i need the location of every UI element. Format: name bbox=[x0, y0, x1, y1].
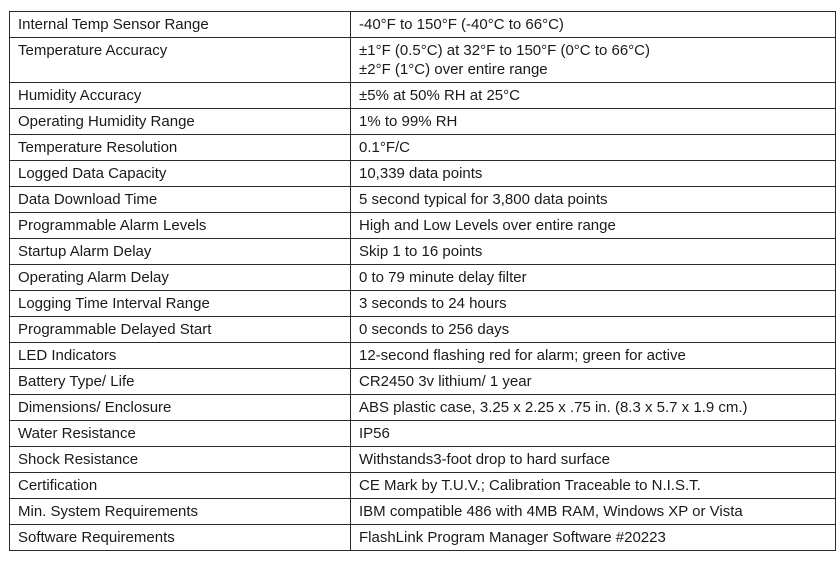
spec-value-line: Skip 1 to 16 points bbox=[359, 243, 483, 260]
table-row bbox=[10, 447, 836, 473]
table-row bbox=[10, 135, 836, 161]
spec-value-line: 1% to 99% RH bbox=[359, 113, 458, 130]
spec-value-line: CE Mark by T.U.V.; Calibration Traceable to N.I.S.T. bbox=[359, 477, 701, 494]
spec-value-line: 0 to 79 minute delay filter bbox=[359, 269, 527, 286]
spec-value bbox=[351, 109, 836, 135]
spec-label: Data Download Time bbox=[10, 187, 351, 213]
spec-value bbox=[351, 135, 836, 161]
table-row bbox=[10, 213, 836, 239]
spec-value-line: CR2450 3v lithium/ 1 year bbox=[359, 373, 532, 390]
table-row bbox=[10, 343, 836, 369]
table-row bbox=[10, 109, 836, 135]
spec-value-line: High and Low Levels over entire range bbox=[359, 217, 616, 234]
spec-label: Programmable Alarm Levels bbox=[10, 213, 351, 239]
spec-label: Software Requirements bbox=[10, 525, 351, 551]
spec-value-line: ±5% at 50% RH at 25°C bbox=[359, 87, 520, 104]
spec-label: Temperature Resolution bbox=[10, 135, 351, 161]
specifications-table-body bbox=[10, 12, 836, 551]
spec-value-line: 0 seconds to 256 days bbox=[359, 321, 510, 338]
spec-value-line: -40°F to 150°F (-40°C to 66°C) bbox=[359, 16, 564, 33]
spec-label: Operating Humidity Range bbox=[10, 109, 351, 135]
table-row bbox=[10, 12, 836, 38]
spec-value bbox=[351, 369, 836, 395]
spec-value-line: FlashLink Program Manager Software #20223 bbox=[359, 529, 666, 546]
spec-value-line: 10,339 data points bbox=[359, 165, 483, 182]
spec-value-line: 3 seconds to 24 hours bbox=[359, 295, 507, 312]
spec-value bbox=[351, 239, 836, 265]
table-row bbox=[10, 525, 836, 551]
table-row bbox=[10, 38, 836, 83]
table-row bbox=[10, 265, 836, 291]
spec-value bbox=[351, 161, 836, 187]
table-row bbox=[10, 369, 836, 395]
spec-label: Programmable Delayed Start bbox=[10, 317, 351, 343]
specifications-table bbox=[9, 11, 836, 551]
table-row bbox=[10, 187, 836, 213]
spec-value bbox=[351, 265, 836, 291]
table-row bbox=[10, 499, 836, 525]
spec-label: Humidity Accuracy bbox=[10, 83, 351, 109]
spec-label: Dimensions/ Enclosure bbox=[10, 395, 351, 421]
spec-label: Certification bbox=[10, 473, 351, 499]
spec-value bbox=[351, 343, 836, 369]
spec-value-line: IP56 bbox=[359, 425, 390, 442]
table-row bbox=[10, 239, 836, 265]
spec-value-line: IBM compatible 486 with 4MB RAM, Windows XP or Vista bbox=[359, 503, 743, 520]
spec-value bbox=[351, 317, 836, 343]
spec-label: Internal Temp Sensor Range bbox=[10, 12, 351, 38]
table-row bbox=[10, 83, 836, 109]
spec-value bbox=[351, 499, 836, 525]
spec-label: Water Resistance bbox=[10, 421, 351, 447]
table-row bbox=[10, 421, 836, 447]
spec-value bbox=[351, 473, 836, 499]
spec-value bbox=[351, 395, 836, 421]
spec-value bbox=[351, 83, 836, 109]
spec-value bbox=[351, 187, 836, 213]
spec-value bbox=[351, 525, 836, 551]
table-row bbox=[10, 395, 836, 421]
spec-value bbox=[351, 447, 836, 473]
spec-value bbox=[351, 291, 836, 317]
spec-value-line: Withstands3-foot drop to hard surface bbox=[359, 451, 610, 468]
spec-label: Shock Resistance bbox=[10, 447, 351, 473]
table-row bbox=[10, 317, 836, 343]
spec-value bbox=[351, 12, 836, 38]
spec-value bbox=[351, 38, 836, 83]
spec-value-line: 0.1°F/C bbox=[359, 139, 411, 156]
spec-label: Temperature Accuracy bbox=[10, 38, 351, 83]
spec-value bbox=[351, 213, 836, 239]
table-row bbox=[10, 291, 836, 317]
spec-value-line: ±1°F (0.5°C) at 32°F to 150°F (0°C to 66°C) bbox=[359, 42, 650, 59]
spec-label: Min. System Requirements bbox=[10, 499, 351, 525]
spec-value-line: 12-second flashing red for alarm; green for active bbox=[359, 347, 686, 364]
spec-value-line: ±2°F (1°C) over entire range bbox=[359, 61, 548, 78]
spec-label: Startup Alarm Delay bbox=[10, 239, 351, 265]
spec-label: LED Indicators bbox=[10, 343, 351, 369]
spec-value-line: 5 second typical for 3,800 data points bbox=[359, 191, 608, 208]
table-row bbox=[10, 161, 836, 187]
spec-label: Logging Time Interval Range bbox=[10, 291, 351, 317]
spec-label: Battery Type/ Life bbox=[10, 369, 351, 395]
spec-label: Logged Data Capacity bbox=[10, 161, 351, 187]
spec-value-line: ABS plastic case, 3.25 x 2.25 x .75 in. (8.3 x 5.7 x 1.9 cm.) bbox=[359, 399, 748, 416]
spec-value bbox=[351, 421, 836, 447]
spec-label: Operating Alarm Delay bbox=[10, 265, 351, 291]
table-row bbox=[10, 473, 836, 499]
